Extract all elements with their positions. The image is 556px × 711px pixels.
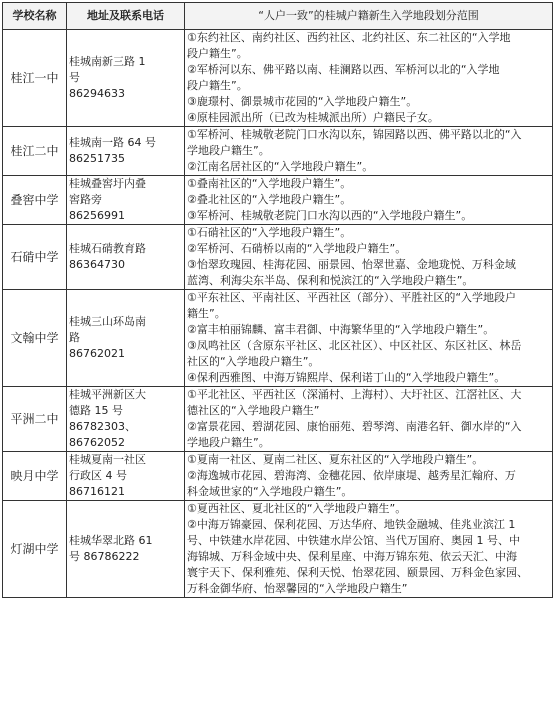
zoning-range-cell bbox=[185, 176, 553, 225]
address-line: 86762021 bbox=[69, 347, 125, 360]
zoning-range-line: ②富景花园、碧湖花园、康怡丽苑、碧琴湾、南港名轩、御水岸的“入 bbox=[187, 420, 522, 433]
table-row bbox=[3, 30, 553, 127]
school-name-cell: 石𬒔中学 bbox=[3, 225, 67, 290]
address-line: 桂城三山环岛南 bbox=[69, 315, 146, 328]
header-school-name: 学校名称 bbox=[3, 3, 67, 30]
zoning-range-line: ①夏西社区、夏北社区的“入学地段户籍生”。 bbox=[187, 502, 407, 515]
address-line: 86294633 bbox=[69, 87, 125, 100]
zoning-range-line: ③凤鸣社区（含原东平社区、北区社区）、中区社区、东区社区、林岳 bbox=[187, 339, 522, 352]
table-row bbox=[3, 387, 553, 452]
address-line: 窖路旁 bbox=[69, 193, 102, 206]
address-cell bbox=[67, 452, 185, 501]
address-cell bbox=[67, 176, 185, 225]
school-name-cell: 桂江二中 bbox=[3, 127, 67, 176]
zoning-range-line: 社区的“入学地段户籍生”。 bbox=[187, 355, 320, 368]
address-line: 86762052 bbox=[69, 436, 125, 449]
zoning-range-line: 号、中铁建水岸花园、中铁建水岸公馆、当代万国府、奥园 1 号、中 bbox=[187, 534, 520, 547]
zoning-range-line: ①平东社区、平南社区、平西社区（部分）、平胜社区的“入学地段户 bbox=[187, 291, 517, 304]
zoning-range-line: 学地段户籍生”。 bbox=[187, 436, 270, 449]
school-name-cell: 叠窖中学 bbox=[3, 176, 67, 225]
zoning-range-line: ③怡翠玫瑰园、桂海花园、丽景园、怡翠世嘉、金地珑悦、万科金域 bbox=[187, 258, 516, 271]
zoning-range-line: ④原桂园派出所（已改为桂城派出所）户籍民子女。 bbox=[187, 111, 439, 124]
zoning-range-cell bbox=[185, 127, 553, 176]
address-line: 桂城南一路 64 号 bbox=[69, 136, 156, 149]
zoning-range-line: ②富丰柏丽锦麟、富丰君御、中海繁华里的“入学地段户籍生”。 bbox=[187, 323, 495, 336]
address-line: 路 bbox=[69, 331, 80, 344]
zoning-range-cell bbox=[185, 290, 553, 387]
table-row bbox=[3, 452, 553, 501]
school-name-cell: 桂江一中 bbox=[3, 30, 67, 127]
zoning-range-cell bbox=[185, 30, 553, 127]
address-line: 号 bbox=[69, 71, 80, 84]
zoning-range-cell bbox=[185, 225, 553, 290]
table-row bbox=[3, 501, 553, 598]
table-body bbox=[3, 30, 553, 598]
table-row bbox=[3, 290, 553, 387]
zoning-range-line: ②中海万锦豪园、保利花园、万达华府、地铁金融城、佳兆业滨江 1 bbox=[187, 518, 516, 531]
school-name-cell: 文翰中学 bbox=[3, 290, 67, 387]
zoning-range-line: 寰宇天下、保利雅苑、保利天悦、怡翠花园、颐景园、万科金色家园、 bbox=[187, 566, 528, 579]
address-line: 桂城夏南一社区 bbox=[69, 453, 146, 466]
zoning-range-line: ②军桥河、石𬒔桥以南的“入学地段户籍生”。 bbox=[187, 242, 407, 255]
zoning-range-line: 学地段户籍生”。 bbox=[187, 144, 270, 157]
address-cell bbox=[67, 290, 185, 387]
address-line: 桂城南新三路 1 bbox=[69, 55, 146, 68]
zoning-range-line: ①叠南社区的“入学地段户籍生”。 bbox=[187, 177, 352, 190]
address-line: 桂城叠窖圩内叠 bbox=[69, 177, 146, 190]
address-cell bbox=[67, 387, 185, 452]
zoning-range-line: 蓝湾、利海尖东半岛、保利和悦滨江的“入学地段户籍生”。 bbox=[187, 274, 474, 287]
table-row bbox=[3, 225, 553, 290]
zoning-range-line: ③军桥河、桂城敬老院门口水沟以西的“入学地段户籍生”。 bbox=[187, 209, 473, 222]
address-line: 桂城石𬒔教育路 bbox=[69, 242, 146, 255]
zoning-range-line: ①平北社区、平西社区（深涌村、上海村）、大圩社区、江滘社区、大 bbox=[187, 388, 522, 401]
header-address: 地址及联系电话 bbox=[67, 3, 185, 30]
zoning-range-line: 德社区的“入学地段户籍生” bbox=[187, 404, 320, 417]
address-line: 号 86786222 bbox=[69, 550, 140, 563]
zoning-range-line: ④保利西雅图、中海万锦熙岸、保利诺丁山的“入学地段户籍生”。 bbox=[187, 371, 506, 384]
zoning-range-line: 海锦城、万科金域中央、保利星座、中海万锦东苑、依云天汇、中海 bbox=[187, 550, 517, 563]
header-zoning-range: “人户一致”的桂城户籍新生入学地段划分范围 bbox=[185, 3, 553, 30]
zoning-range-line: ②海逸城市花园、碧海湾、金穗花园、依岸康堤、越秀星汇翰府、万 bbox=[187, 469, 516, 482]
address-line: 86364730 bbox=[69, 258, 125, 271]
zoning-range-cell bbox=[185, 387, 553, 452]
zoning-range-line: ②叠北社区的“入学地段户籍生”。 bbox=[187, 193, 352, 206]
zoning-range-line: ①石𬒔社区的“入学地段户籍生”。 bbox=[187, 226, 352, 239]
address-cell bbox=[67, 30, 185, 127]
zoning-range-line: ②江南名居社区的“入学地段户籍生”。 bbox=[187, 160, 374, 173]
zoning-range-cell bbox=[185, 452, 553, 501]
address-cell bbox=[67, 127, 185, 176]
zoning-range-cell bbox=[185, 501, 553, 598]
zoning-range-line: ①东约社区、南约社区、西约社区、北约社区、东二社区的“入学地 bbox=[187, 31, 511, 44]
zoning-range-line: ①夏南一社区、夏南二社区、夏东社区的“入学地段户籍生”。 bbox=[187, 453, 484, 466]
zoning-range-line: ③鹿璟村、御景城市花园的“入学地段户籍生”。 bbox=[187, 95, 418, 108]
zoning-range-line: 万科金御华府、怡翠馨园的“入学地段户籍生” bbox=[187, 582, 408, 595]
zoning-range-line: ①军桥河、桂城敬老院门口水沟以东，锦园路以西、佛平路以北的“入 bbox=[187, 128, 522, 141]
school-zoning-table bbox=[2, 2, 553, 598]
school-name-cell: 灯湖中学 bbox=[3, 501, 67, 598]
address-cell bbox=[67, 501, 185, 598]
table-row bbox=[3, 176, 553, 225]
address-line: 桂城华翠北路 61 bbox=[69, 534, 153, 547]
zoning-range-line: 籍生”。 bbox=[187, 307, 226, 320]
address-line: 86782303、 bbox=[69, 420, 136, 433]
zoning-range-line: 段户籍生”。 bbox=[187, 47, 248, 60]
address-line: 桂城平洲新区大 bbox=[69, 388, 146, 401]
address-line: 德路 15 号 bbox=[69, 404, 123, 417]
table-row bbox=[3, 127, 553, 176]
school-name-cell: 映月中学 bbox=[3, 452, 67, 501]
address-line: 86251735 bbox=[69, 152, 125, 165]
address-line: 86716121 bbox=[69, 485, 125, 498]
address-line: 行政区 4 号 bbox=[69, 469, 127, 482]
zoning-range-line: 段户籍生”。 bbox=[187, 79, 248, 92]
table-header-row bbox=[3, 3, 553, 30]
school-name-cell: 平洲二中 bbox=[3, 387, 67, 452]
zoning-range-line: 科金域世家的“入学地段户籍生”。 bbox=[187, 485, 353, 498]
address-line: 86256991 bbox=[69, 209, 125, 222]
zoning-range-line: ②军桥河以东、佛平路以南、桂澜路以西、军桥河以北的“入学地 bbox=[187, 63, 500, 76]
address-cell bbox=[67, 225, 185, 290]
